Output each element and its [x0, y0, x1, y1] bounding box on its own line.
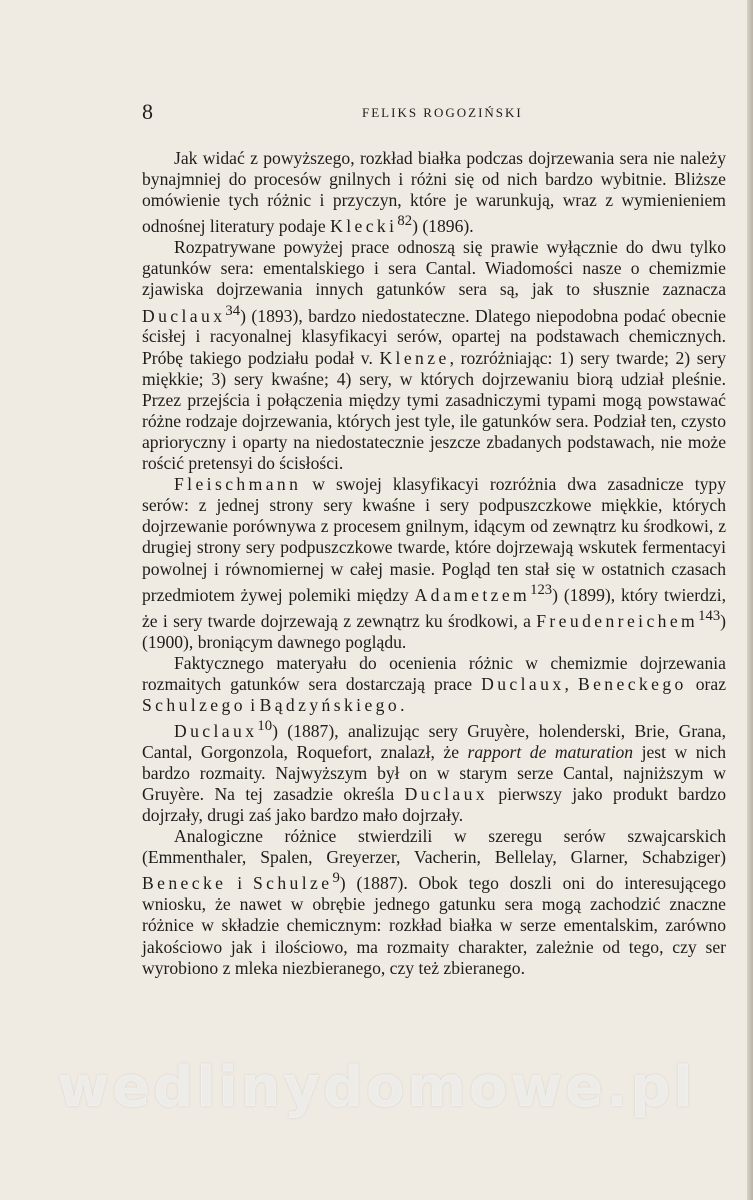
text-run: i	[245, 694, 260, 715]
text-run: pierwszy jako produkt bardzo dojrzały, drugi zaś jako bardzo mało dojrzały.	[142, 784, 726, 826]
paragraph	[142, 653, 726, 716]
author-name: Schulze	[252, 873, 333, 894]
author-name: Bądzyńskiego	[259, 694, 401, 715]
text-run: i	[226, 873, 253, 894]
paragraph	[142, 474, 726, 652]
text-run: , rozróżniając: 1) sery twarde; 2) sery miękkie; 3) sery kwaśne; 4) sery, w których dojrzewaniu biorą udział pleśnie. Przez przejścia i połączenia między tymi zasadniczymi typami mogą powstawać różne rodzaje dojrzewania, których jest tyle, ile gatunków sera. Podział ten, czysto aprioryczny i oparty na niedostatecznie jeszcze zbadanych podstawach, nie może rościć pretensyi do ścisłości.	[142, 347, 727, 474]
author-name: Klecki	[330, 216, 398, 237]
page-header	[142, 98, 692, 128]
paragraph	[142, 148, 726, 237]
author-name: Fleischmann	[174, 474, 302, 495]
text-run: Rozpatrywane powyżej prace odnoszą się prawie wyłącznie do dwu tylko gatunków sera: ementalskiego i sera Cantal. Wiadomości nasze o chemizmie zjawiska dojrzewania innych gatunków sera są, jak to słusznie zaznacza	[142, 237, 726, 300]
text-run: ) (1887). Obok tego doszli oni do interesującego wniosku, że nawet w obrębie jednego gatunku sera mogą zachodzić znaczne różnice w składzie chemicznym: rozkład białka w serze ementalskim, zarówno jakościowo jak i ilościowo, ma rozmaity charakter, zależnie od tego, czy ser wyrobiono z mleka niezbieranego, czy też zbieranego.	[142, 873, 726, 978]
paragraph	[142, 826, 726, 979]
paragraph	[142, 716, 726, 826]
text-run: .	[400, 694, 405, 715]
author-name: Klenze	[379, 347, 450, 368]
author-name: Adametzem	[414, 584, 531, 605]
footnote-ref: 10	[257, 717, 273, 734]
footnote-ref: 123	[530, 581, 553, 598]
paragraph	[142, 237, 726, 474]
author-name: Beneckego	[577, 673, 687, 694]
text-run: Analogiczne różnice stwierdzili w szeregu serów szwajcarskich (Emmenthaler, Spalen, Greyerzer, Vacherin, Bellelay, Glarner, Schabziger)	[142, 826, 726, 868]
text-run: ,	[564, 673, 578, 694]
text-run: oraz	[686, 673, 727, 694]
text-run: Jak widać z powyższego, rozkład białka podczas dojrzewania sera nie należy bynajmniej do procesów gnilnych i różni się od nich bardzo wybitnie. Bliższe omówienie tych różnic i przyczyn, które je warunkują, wraz z wymienieniem odnośnej literatury podaje	[142, 148, 726, 237]
author-name: Duclaux	[142, 305, 226, 326]
running-title: FELIKS ROGOZIŃSKI	[362, 105, 523, 120]
footnote-ref: 82	[397, 213, 413, 230]
page-number: 8	[142, 99, 153, 124]
text-run: ) (1893), bardzo niedostateczne. Dlatego niepodobna podać obecnie ścisłej i racyonalnej klasyfikacyi serów, opartej na podstawach chemicznych. Próbę takiego podziału podał v.	[142, 305, 726, 368]
text-run: ) (1899), który twierdzi, że i sery twarde dojrzewają z zewnątrz ku środkowi, a	[142, 584, 726, 631]
author-name: Freudenreichem	[536, 610, 699, 631]
text-run: ) (1887), analizując sery Gruyère, holenderski, Brie, Grana, Cantal, Gorgonzola, Roquefort, znalazł, że	[142, 720, 726, 762]
text-run: Faktycznego materyału do ocenienia różnic w chemizmie dojrzewania rozmaitych gatunków sera dostarczają prace	[142, 652, 726, 694]
author-name: Schulzego	[142, 694, 246, 715]
text-run: ) (1896).	[412, 216, 474, 237]
watermark: wedlinydomowe.pl	[57, 1055, 696, 1120]
text-run: jest w nich bardzo rozmaity. Najwyższym był on w starym serze Cantal, najniższym w Gruyère. Na tej zasadzie określa	[142, 741, 727, 805]
footnote-ref: 34	[225, 302, 241, 319]
text-run: w swojej klasyfikacyi rozróżnia dwa zasadnicze typy serów: z jednej strony sery kwaśne i sery podpuszczkowe miękkie, których dojrzewanie porównywa z procesem gnilnym, idącym od zewnątrz ku środkowi, z drugiej strony sery podpuszczkowe twarde, które dojrzewają wskutek fermentacyi powolnej i równomiernej w całej masie. Pogląd ten stał się w ostatnich czasach przedmiotem żywej polemiki między	[142, 474, 726, 605]
italic-phrase: rapport de maturation	[467, 741, 634, 762]
text-run: ) (1900), broniącym dawnego poglądu.	[142, 610, 726, 652]
footnote-ref: 143	[698, 607, 721, 624]
footnote-ref: 9	[332, 870, 340, 887]
author-name: Benecke	[142, 873, 227, 894]
author-name: Duclaux	[481, 673, 565, 694]
body-text	[142, 148, 726, 979]
author-name: Duclaux	[174, 720, 258, 741]
author-name: Duclaux	[404, 784, 488, 805]
page-edge	[747, 0, 753, 1200]
